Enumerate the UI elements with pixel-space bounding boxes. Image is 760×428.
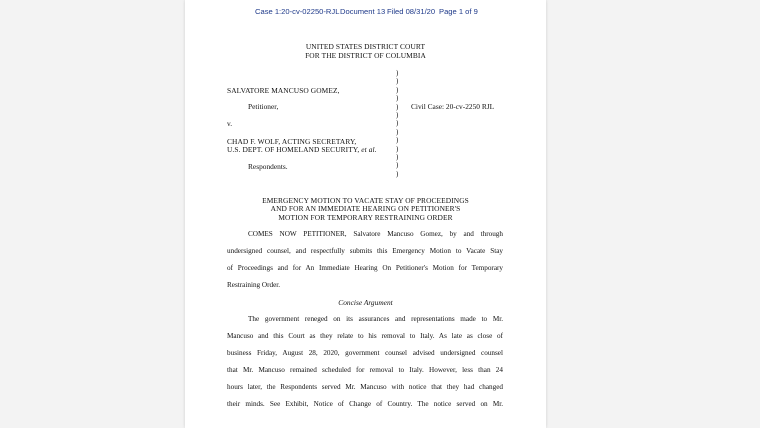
section-heading: Concise Argument xyxy=(338,298,393,307)
intro-line: undersigned counsel, and respectfully submits this Emergency Motion to Vacate Stay xyxy=(227,247,503,255)
intro-line: of Proceedings and for An Immediate Hearing On Petitioner's Motion for Temporary xyxy=(227,264,503,272)
motion-title-line-2: AND FOR AN IMMEDIATE HEARING ON PETITIONER'S xyxy=(270,204,461,213)
intro-line: COMES NOW PETITIONER, Salvatore Mancuso Gomez, by and through xyxy=(248,230,503,238)
motion-title-line-3: MOTION FOR TEMPORARY RESTRAINING ORDER xyxy=(278,213,453,222)
motion-title-line-1: EMERGENCY MOTION TO VACATE STAY OF PROCEEDINGS xyxy=(262,196,469,205)
petitioner-role: Petitioner, xyxy=(248,102,279,111)
argument-line: their minds. See Exhibit, Notice of Change of Country. The notice served on Mr. xyxy=(227,400,503,408)
argument-line: The government reneged on its assurances and representations made to Mr. xyxy=(248,315,503,323)
petitioner-name: SALVATORE MANCUSO GOMEZ, xyxy=(227,86,340,95)
civil-case-number: Civil Case: 20-cv-2250 RJL xyxy=(411,102,495,111)
header-page-number: Page 1 of 9 xyxy=(439,7,478,16)
document-page xyxy=(185,0,546,428)
respondent-role: Respondents. xyxy=(248,162,288,171)
versus: v. xyxy=(227,119,233,128)
header-filed-date: Filed 08/31/20 xyxy=(387,7,436,16)
court-name: UNITED STATES DISTRICT COURT xyxy=(305,42,426,51)
argument-line: hours later, the Respondents served Mr. Mancuso with notice that they had changed xyxy=(227,383,503,391)
header-case-number: Case 1:20-cv-02250-RJL xyxy=(255,7,340,16)
respondent-name: CHAD F. WOLF, ACTING SECRETARY, xyxy=(227,137,357,146)
caption-bracket: ) ) ) ) ) ) ) ) ) ) ) ) ) xyxy=(396,69,399,178)
argument-line: business Friday, August 28, 2020, government counsel advised undersigned counsel xyxy=(227,349,503,357)
header-document-number: Document 13 xyxy=(340,7,386,16)
argument-line: that Mr. Mancuso remained scheduled for removal to Italy. However, less than 24 xyxy=(227,366,503,374)
argument-line: Mancuso and this Court as they relate to his removal to Italy. As late as close of xyxy=(227,332,503,340)
respondent-agency: U.S. DEPT. OF HOMELAND SECURITY, et al. xyxy=(227,145,377,154)
intro-line: Restraining Order. xyxy=(227,281,281,289)
court-district: FOR THE DISTRICT OF COLUMBIA xyxy=(305,51,426,60)
